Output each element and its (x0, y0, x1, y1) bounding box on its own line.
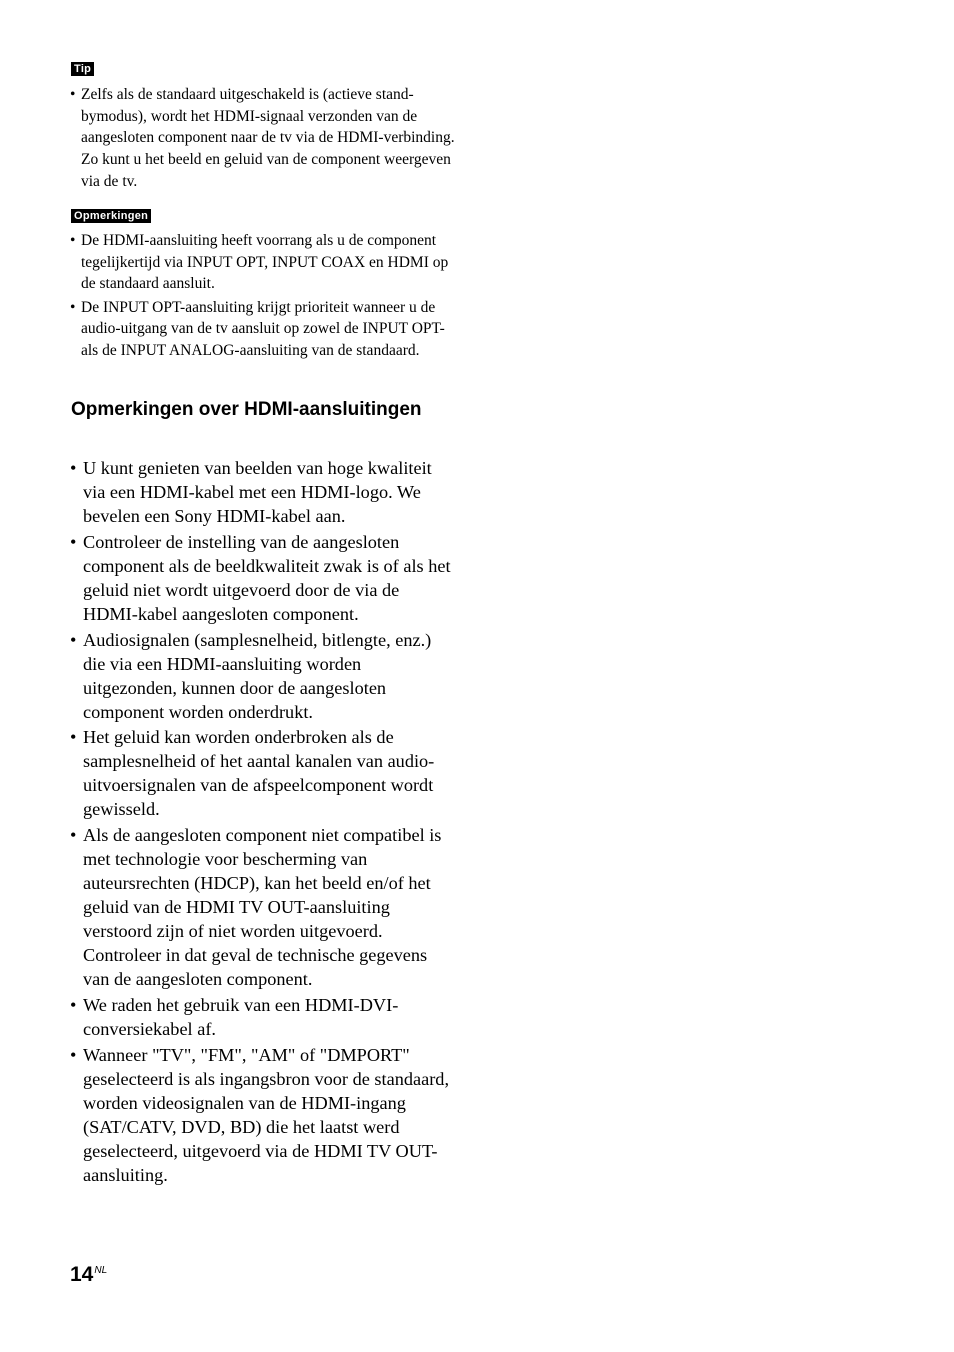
list-item (70, 230, 455, 295)
list-item (70, 84, 455, 193)
notes-list (70, 230, 455, 363)
bullet: • (70, 458, 77, 478)
list-item (70, 530, 452, 626)
item-text: Audiosignalen (samplesnelheid, bitlengte, enz.) die via een HDMI-aansluiting worden uitgezonden, kunnen door de aangesloten component worden onderdrukt. (83, 629, 432, 722)
bullet: • (70, 531, 77, 552)
page-number-value: 14 (70, 1263, 94, 1286)
item-text: Als de aangesloten component niet compatibel is met technologie voor bescherming van auteursrechten (HDCP), kan het beeld en/of het geluid van de HDMI TV OUT-aansluiting verstoord zijn of niet worden uitgevoerd. Controleer in dat geval de technische gegevens van de aangesloten component. (83, 825, 442, 990)
list-item (70, 1043, 452, 1187)
item-text: We raden het gebruik van een HDMI-DVI-conversiekabel af. (83, 994, 399, 1039)
bullet: • (70, 1044, 77, 1065)
page-language-suffix: NL (94, 1265, 108, 1276)
list-item (70, 456, 452, 528)
bullet: • (70, 727, 77, 748)
list-item (70, 993, 452, 1041)
tip-label: Tip (71, 62, 94, 76)
item-text: Controleer de instelling van de aangesloten component als de beeldkwaliteit zwak is of als het geluid niet wordt uitgevoerd door de via de HDMI-kabel aangesloten component. (83, 531, 451, 624)
list-item (70, 628, 452, 724)
bullet: • (70, 86, 76, 103)
section-heading: Opmerkingen over HDMI-aansluitingen (71, 399, 422, 420)
page-number (70, 1258, 107, 1288)
list-item (70, 297, 455, 362)
bullet: • (70, 994, 77, 1015)
note-text: De INPUT OPT-aansluiting krijgt prioriteit wanneer u de audio-uitgang van de tv aansluit op zowel de INPUT OPT- als de INPUT ANALOG-aansluiting van de standaard. (81, 298, 445, 360)
item-text: U kunt genieten van beelden van hoge kwaliteit via een HDMI-kabel met een HDMI-logo. We bevelen een Sony HDMI-kabel aan. (83, 458, 432, 526)
item-text: Het geluid kan worden onderbroken als de samplesnelheid of het aantal kanalen van audio-uitvoersignalen van de afspeelcomponent wordt gewisseld. (83, 727, 435, 820)
hdmi-notes-list (70, 456, 452, 1189)
tip-text: Zelfs als de standaard uitgeschakeld is (actieve stand-bymodus), wordt het HDMI-signaal verzonden van de aangesloten component naar de tv via de HDMI-verbinding. Zo kunt u het beeld en geluid van de component weergeven via de tv. (81, 86, 455, 190)
list-item (70, 725, 452, 821)
item-text: Wanneer "TV", "FM", "AM" of "DMPORT" geselecteerd is als ingangsbron voor de standaard, worden videosignalen van de HDMI-ingang (SAT/CATV, DVD, BD) die het laatst werd geselecteerd, uitgevoerd via de HDMI TV OUT-aansluiting. (83, 1044, 450, 1185)
tip-list (70, 84, 455, 194)
bullet: • (70, 232, 76, 249)
bullet: • (70, 629, 77, 650)
list-item (70, 823, 452, 991)
notes-label: Opmerkingen (71, 209, 151, 223)
bullet: • (70, 298, 76, 316)
bullet: • (70, 825, 77, 846)
note-text: De HDMI-aansluiting heeft voorrang als u de component tegelijkertijd via INPUT OPT, INPUT COAX en HDMI op de standaard aansluit. (81, 232, 449, 293)
